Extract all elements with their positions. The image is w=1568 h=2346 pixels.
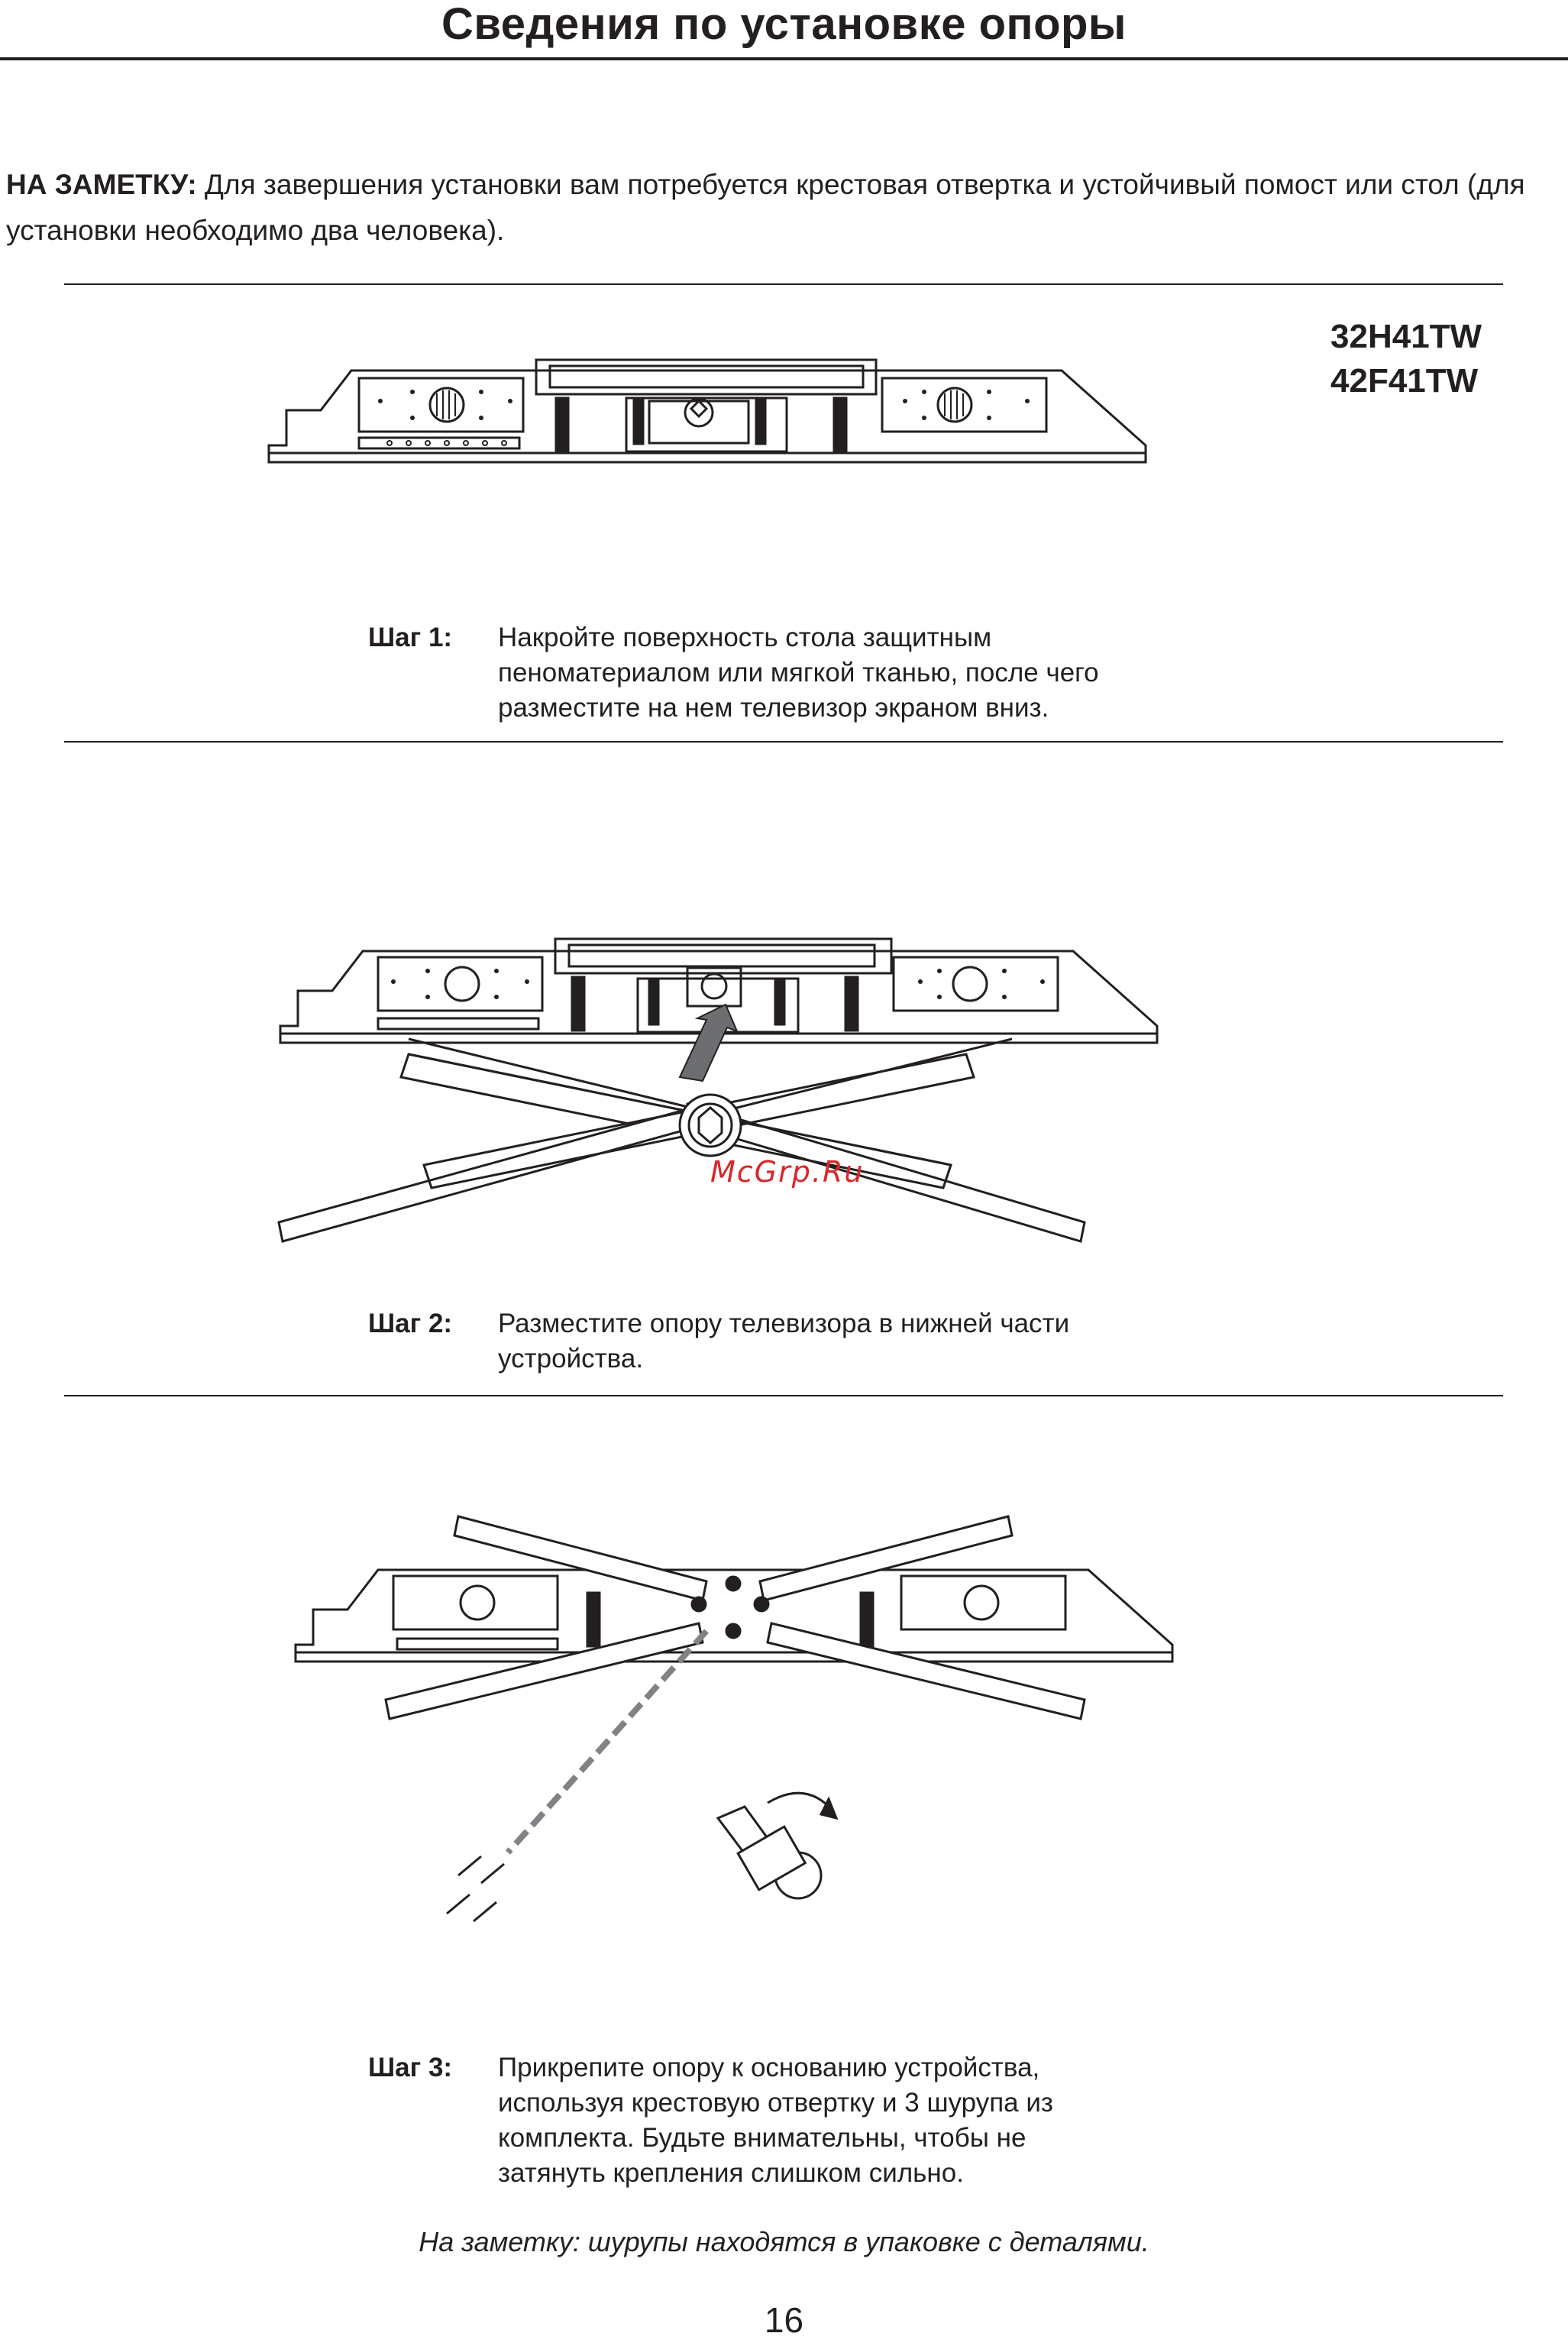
step-line: разместите на нем телевизор экраном вниз. <box>498 693 1049 723</box>
step-line: затянуть крепления слишком сильно. <box>498 2158 964 2188</box>
step-2-text <box>498 1306 1262 1377</box>
model-list <box>1330 315 1482 403</box>
screws-footnote: На заметку: шурупы находятся в упаковке с деталями. <box>419 2226 1149 2257</box>
watermark: McGrp.Ru <box>710 1155 865 1189</box>
tv-stand-placement-illustration <box>279 936 1157 1241</box>
step-2-label: Шаг 2: <box>368 1309 453 1338</box>
page-title: Сведения по установке опоры <box>441 0 1127 49</box>
step-3-text <box>498 2050 1262 2191</box>
step-line: Прикрепите опору к основанию устройства, <box>498 2053 1040 2082</box>
page-number: 16 <box>764 2300 804 2340</box>
step-line: пеноматериалом или мягкой тканью, после чего <box>498 658 1099 688</box>
step-1-label: Шаг 1: <box>368 623 453 652</box>
step-line: устройства. <box>498 1344 644 1374</box>
section-divider <box>64 741 1503 743</box>
title-rule <box>0 57 1568 60</box>
step-line: комплекта. Будьте внимательны, чтобы не <box>498 2123 1026 2153</box>
step-line: Накройте поверхность стола защитным <box>498 623 992 652</box>
model-name: 42F41TW <box>1330 362 1479 400</box>
section-divider <box>64 1395 1503 1396</box>
step-1-text <box>498 620 1262 726</box>
step-line: используя крестовую отвертку и 3 шурупа из <box>498 2088 1053 2118</box>
step-line: Разместите опору телевизора в нижней части <box>498 1309 1070 1338</box>
section-divider <box>64 283 1503 285</box>
intro-note <box>6 162 1549 254</box>
stand-attach-illustration <box>294 1516 1172 1933</box>
tv-back-illustration <box>267 355 1146 470</box>
step-3-label: Шаг 3: <box>368 2053 453 2082</box>
model-name: 32H41TW <box>1330 318 1482 355</box>
note-text: Для завершения установки вам потребуется крестовая отвертка и устойчивый помост или стол (для установки необходимо два человека). <box>6 169 1525 246</box>
note-label: НА ЗАМЕТКУ: <box>6 169 197 200</box>
